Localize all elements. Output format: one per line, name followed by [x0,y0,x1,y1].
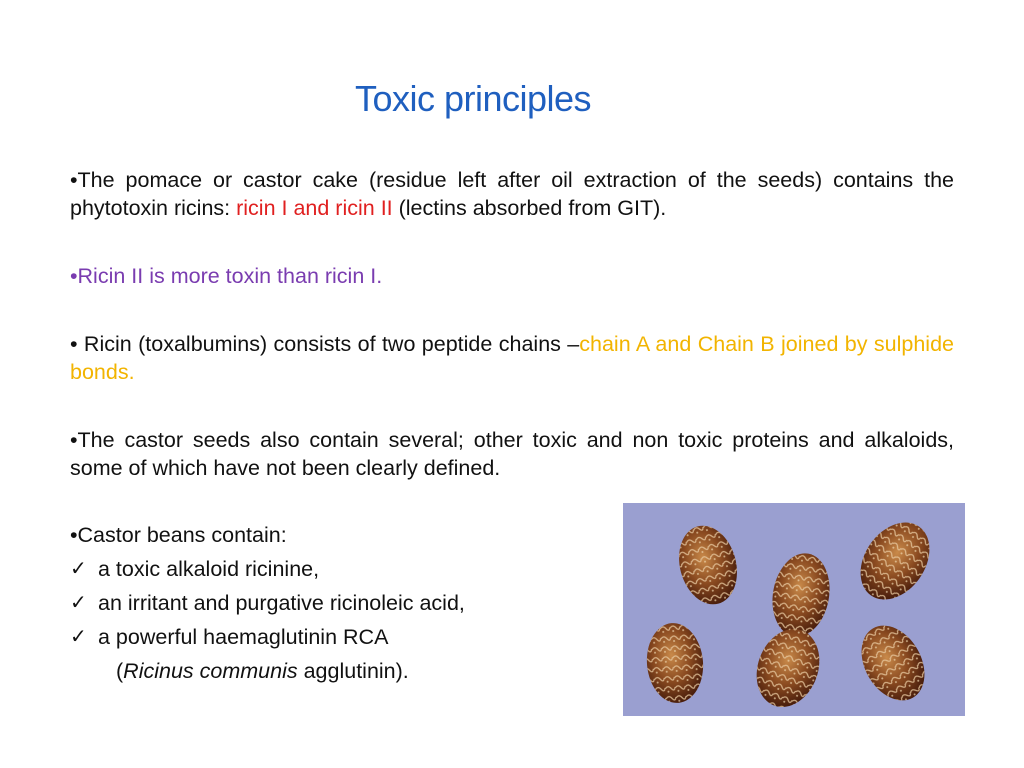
list-item-text: a toxic alkaloid ricinine, [98,557,320,581]
seed [846,509,943,612]
bullet-other-proteins: •The castor seeds also contain several; other toxic and non toxic proteins and alkaloids, some of which have not been clearly defined. [70,428,954,480]
page-title: Toxic principles [354,78,592,119]
list-item-text: an irritant and purgative ricinoleic acid, [98,591,465,615]
bullet-pomace [70,166,954,222]
rca-note-tail: agglutinin). [297,659,409,683]
bullet-ricin-ii: •Ricin II is more toxin than ricin I. [70,264,383,288]
list-item-text: a powerful haemaglutinin RCA [98,625,389,649]
bullet-ricin-chains-text: • Ricin (toxalbumins) consists of two peptide chains – [70,332,580,356]
ricin-types-highlight: ricin I and ricin II [236,196,393,220]
checkmark-icon: ✓ [70,592,87,614]
rca-note-open: ( [116,659,124,683]
list-item [70,620,465,654]
list-item [70,586,465,620]
checkmark-icon: ✓ [70,558,87,580]
seed [671,519,746,611]
seed [766,549,836,641]
rca-note [70,654,465,688]
bullet-pomace-text: •The pomace or castor cake (residue left after oil extraction of the seeds) contains the phytotoxin ricins: [70,168,954,220]
list-item [70,552,465,586]
chain-highlight: chain A and Chain B joined by sulphide bonds. [70,332,955,384]
seed [644,621,707,706]
list-heading: •Castor beans contain: [70,523,287,547]
castor-seeds-image [623,503,965,716]
seed [746,620,830,716]
bullet-ricin-chains [70,330,954,386]
castor-beans-list [70,518,465,688]
checkmark-icon: ✓ [70,626,87,648]
rca-note-species: Ricinus communis [123,659,298,683]
bullet-pomace-tail: (lectins absorbed from GIT). [392,196,667,220]
seed [849,614,937,711]
castor-seeds-photo [623,503,965,716]
